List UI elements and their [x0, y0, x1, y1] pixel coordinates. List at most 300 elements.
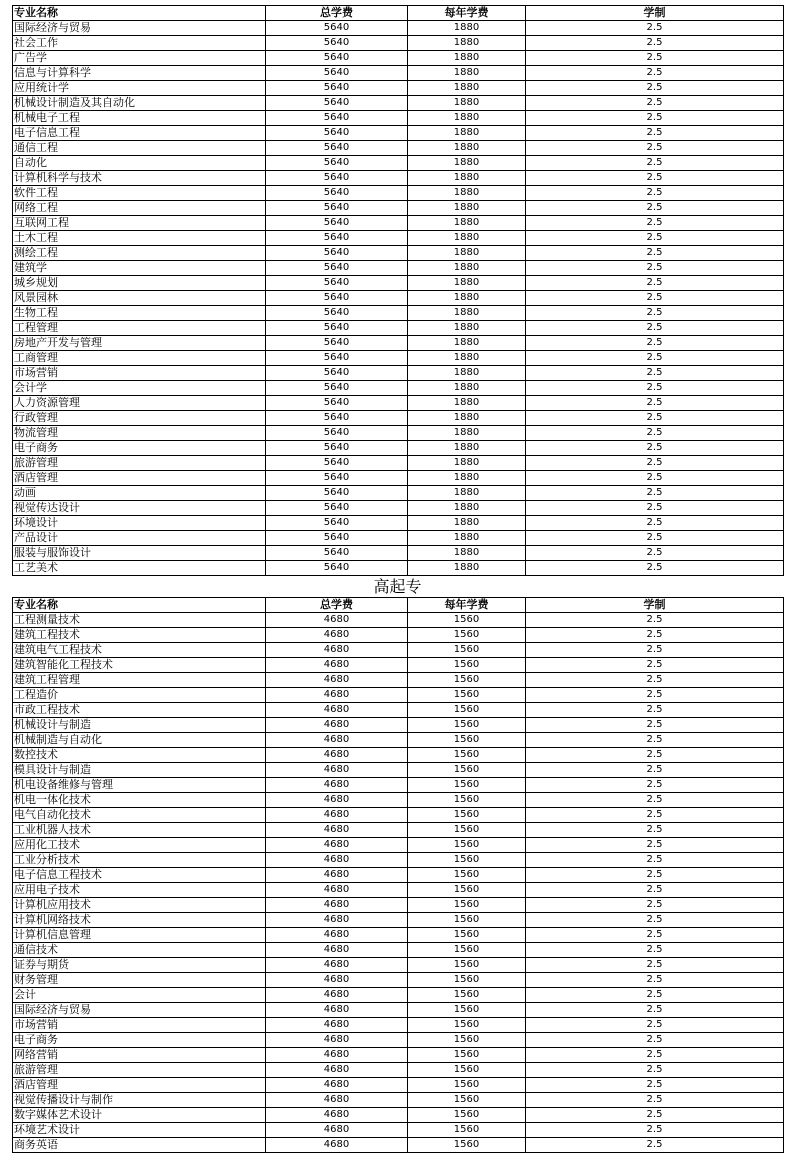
duration-cell: 2.5: [526, 276, 784, 291]
table-row: [13, 1063, 784, 1078]
duration-cell: 2.5: [526, 613, 784, 628]
duration-cell: 2.5: [526, 943, 784, 958]
table-row: [13, 111, 784, 126]
annual-fee-cell: 1560: [408, 1033, 526, 1048]
total-fee-cell: 4680: [266, 733, 408, 748]
annual-fee-cell: 1880: [408, 456, 526, 471]
duration-cell: 2.5: [526, 1018, 784, 1033]
duration-cell: 2.5: [526, 201, 784, 216]
duration-cell: 2.5: [526, 66, 784, 81]
total-fee-cell: 4680: [266, 748, 408, 763]
duration-cell: 2.5: [526, 216, 784, 231]
major-name-cell: 人力资源管理: [13, 396, 266, 411]
annual-fee-cell: 1880: [408, 141, 526, 156]
table-row: [13, 366, 784, 381]
table-row: [13, 441, 784, 456]
total-fee-cell: 5640: [266, 201, 408, 216]
annual-fee-cell: 1880: [408, 546, 526, 561]
table-row: [13, 36, 784, 51]
table-row: [13, 561, 784, 576]
annual-fee-cell: 1560: [408, 793, 526, 808]
total-fee-cell: 4680: [266, 853, 408, 868]
major-name-cell: 广告学: [13, 51, 266, 66]
total-fee-cell: 5640: [266, 81, 408, 96]
major-name-cell: 财务管理: [13, 973, 266, 988]
annual-fee-cell: 1880: [408, 171, 526, 186]
duration-cell: 2.5: [526, 81, 784, 96]
table-row: [13, 838, 784, 853]
major-name-cell: 机械设计与制造: [13, 718, 266, 733]
table-row: [13, 883, 784, 898]
annual-fee-cell: 1560: [408, 688, 526, 703]
header-total-fee: 总学费: [266, 598, 408, 613]
major-name-cell: 数字媒体艺术设计: [13, 1108, 266, 1123]
table-row: [13, 216, 784, 231]
total-fee-cell: 5640: [266, 126, 408, 141]
total-fee-cell: 5640: [266, 471, 408, 486]
duration-cell: 2.5: [526, 486, 784, 501]
duration-cell: 2.5: [526, 658, 784, 673]
annual-fee-cell: 1880: [408, 21, 526, 36]
table-row: [13, 231, 784, 246]
table-row: [13, 1033, 784, 1048]
total-fee-cell: 5640: [266, 51, 408, 66]
annual-fee-cell: 1560: [408, 1063, 526, 1078]
major-name-cell: 电子信息工程技术: [13, 868, 266, 883]
major-name-cell: 工程造价: [13, 688, 266, 703]
major-name-cell: 工业分析技术: [13, 853, 266, 868]
table-row: [13, 778, 784, 793]
duration-cell: 2.5: [526, 763, 784, 778]
annual-fee-cell: 1560: [408, 673, 526, 688]
table-row: [13, 486, 784, 501]
total-fee-cell: 5640: [266, 231, 408, 246]
table-row: [13, 21, 784, 36]
annual-fee-cell: 1880: [408, 126, 526, 141]
table-row: [13, 703, 784, 718]
annual-fee-cell: 1560: [408, 1003, 526, 1018]
table-row: [13, 988, 784, 1003]
total-fee-cell: 4680: [266, 1138, 408, 1153]
total-fee-cell: 4680: [266, 913, 408, 928]
table-row: [13, 186, 784, 201]
total-fee-cell: 4680: [266, 643, 408, 658]
annual-fee-cell: 1560: [408, 988, 526, 1003]
duration-cell: 2.5: [526, 51, 784, 66]
duration-cell: 2.5: [526, 643, 784, 658]
total-fee-cell: 4680: [266, 823, 408, 838]
table-row: [13, 1003, 784, 1018]
major-name-cell: 视觉传播设计与制作: [13, 1093, 266, 1108]
duration-cell: 2.5: [526, 351, 784, 366]
table-row: [13, 658, 784, 673]
major-name-cell: 酒店管理: [13, 471, 266, 486]
table-row: [13, 1078, 784, 1093]
table-row: [13, 718, 784, 733]
total-fee-cell: 5640: [266, 306, 408, 321]
total-fee-cell: 4680: [266, 883, 408, 898]
table-row: [13, 1108, 784, 1123]
table-row: [13, 733, 784, 748]
header-duration: 学制: [526, 598, 784, 613]
major-name-cell: 建筑工程技术: [13, 628, 266, 643]
total-fee-cell: 4680: [266, 763, 408, 778]
total-fee-cell: 4680: [266, 658, 408, 673]
table-row: [13, 898, 784, 913]
total-fee-cell: 5640: [266, 501, 408, 516]
duration-cell: 2.5: [526, 231, 784, 246]
total-fee-cell: 4680: [266, 778, 408, 793]
header-annual-fee: 每年学费: [408, 6, 526, 21]
table-row: [13, 823, 784, 838]
total-fee-cell: 4680: [266, 1123, 408, 1138]
duration-cell: 2.5: [526, 1003, 784, 1018]
duration-cell: 2.5: [526, 456, 784, 471]
header-annual-fee: 每年学费: [408, 598, 526, 613]
table-row: [13, 1093, 784, 1108]
annual-fee-cell: 1560: [408, 883, 526, 898]
annual-fee-cell: 1880: [408, 261, 526, 276]
major-name-cell: 生物工程: [13, 306, 266, 321]
total-fee-cell: 5640: [266, 486, 408, 501]
total-fee-cell: 4680: [266, 628, 408, 643]
total-fee-cell: 5640: [266, 441, 408, 456]
major-name-cell: 环境设计: [13, 516, 266, 531]
major-name-cell: 酒店管理: [13, 1078, 266, 1093]
annual-fee-cell: 1880: [408, 246, 526, 261]
table-row: [13, 306, 784, 321]
duration-cell: 2.5: [526, 778, 784, 793]
annual-fee-cell: 1560: [408, 748, 526, 763]
major-name-cell: 工程管理: [13, 321, 266, 336]
total-fee-cell: 4680: [266, 958, 408, 973]
annual-fee-cell: 1560: [408, 913, 526, 928]
total-fee-cell: 4680: [266, 868, 408, 883]
annual-fee-cell: 1560: [408, 943, 526, 958]
annual-fee-cell: 1880: [408, 471, 526, 486]
major-name-cell: 电子商务: [13, 441, 266, 456]
total-fee-cell: 5640: [266, 171, 408, 186]
duration-cell: 2.5: [526, 733, 784, 748]
major-name-cell: 网络工程: [13, 201, 266, 216]
duration-cell: 2.5: [526, 913, 784, 928]
major-name-cell: 视觉传达设计: [13, 501, 266, 516]
table-row: [13, 456, 784, 471]
annual-fee-cell: 1880: [408, 156, 526, 171]
table-row: [13, 973, 784, 988]
major-name-cell: 建筑智能化工程技术: [13, 658, 266, 673]
annual-fee-cell: 1560: [408, 898, 526, 913]
table-row: [13, 628, 784, 643]
major-name-cell: 应用统计学: [13, 81, 266, 96]
table-row: [13, 958, 784, 973]
total-fee-cell: 5640: [266, 351, 408, 366]
total-fee-cell: 4680: [266, 928, 408, 943]
duration-cell: 2.5: [526, 186, 784, 201]
major-name-cell: 机械电子工程: [13, 111, 266, 126]
major-name-cell: 市政工程技术: [13, 703, 266, 718]
annual-fee-cell: 1880: [408, 201, 526, 216]
annual-fee-cell: 1560: [408, 613, 526, 628]
duration-cell: 2.5: [526, 718, 784, 733]
major-name-cell: 机电设备维修与管理: [13, 778, 266, 793]
table-row: [13, 853, 784, 868]
annual-fee-cell: 1560: [408, 763, 526, 778]
total-fee-cell: 4680: [266, 1093, 408, 1108]
total-fee-cell: 4680: [266, 718, 408, 733]
annual-fee-cell: 1880: [408, 321, 526, 336]
major-name-cell: 工艺美术: [13, 561, 266, 576]
major-name-cell: 证券与期货: [13, 958, 266, 973]
total-fee-cell: 5640: [266, 366, 408, 381]
table-row: [13, 426, 784, 441]
major-name-cell: 网络营销: [13, 1048, 266, 1063]
total-fee-cell: 5640: [266, 261, 408, 276]
header-major-name: 专业名称: [13, 598, 266, 613]
duration-cell: 2.5: [526, 1033, 784, 1048]
major-name-cell: 旅游管理: [13, 456, 266, 471]
total-fee-cell: 4680: [266, 1108, 408, 1123]
duration-cell: 2.5: [526, 411, 784, 426]
annual-fee-cell: 1880: [408, 411, 526, 426]
table-body: [13, 613, 784, 1153]
major-name-cell: 社会工作: [13, 36, 266, 51]
table-row: [13, 501, 784, 516]
major-name-cell: 通信工程: [13, 141, 266, 156]
duration-cell: 2.5: [526, 808, 784, 823]
duration-cell: 2.5: [526, 441, 784, 456]
table-row: [13, 381, 784, 396]
total-fee-cell: 4680: [266, 793, 408, 808]
total-fee-cell: 4680: [266, 1033, 408, 1048]
table-row: [13, 51, 784, 66]
section-title-associate: 高起专: [373, 577, 422, 596]
major-name-cell: 建筑工程管理: [13, 673, 266, 688]
major-name-cell: 国际经济与贸易: [13, 21, 266, 36]
table-row: [13, 291, 784, 306]
duration-cell: 2.5: [526, 141, 784, 156]
table-row: [13, 546, 784, 561]
duration-cell: 2.5: [526, 291, 784, 306]
duration-cell: 2.5: [526, 306, 784, 321]
header-row: [13, 6, 784, 21]
total-fee-cell: 5640: [266, 156, 408, 171]
annual-fee-cell: 1560: [408, 928, 526, 943]
duration-cell: 2.5: [526, 883, 784, 898]
table-row: [13, 396, 784, 411]
duration-cell: 2.5: [526, 793, 784, 808]
table-row: [13, 201, 784, 216]
major-name-cell: 信息与计算科学: [13, 66, 266, 81]
total-fee-cell: 4680: [266, 613, 408, 628]
annual-fee-cell: 1560: [408, 733, 526, 748]
major-name-cell: 服装与服饰设计: [13, 546, 266, 561]
total-fee-cell: 5640: [266, 546, 408, 561]
duration-cell: 2.5: [526, 561, 784, 576]
total-fee-cell: 5640: [266, 36, 408, 51]
table-row: [13, 411, 784, 426]
table-row: [13, 66, 784, 81]
duration-cell: 2.5: [526, 111, 784, 126]
duration-cell: 2.5: [526, 126, 784, 141]
annual-fee-cell: 1880: [408, 186, 526, 201]
table-row: [13, 793, 784, 808]
duration-cell: 2.5: [526, 471, 784, 486]
table-body: [13, 21, 784, 576]
annual-fee-cell: 1560: [408, 853, 526, 868]
duration-cell: 2.5: [526, 336, 784, 351]
duration-cell: 2.5: [526, 171, 784, 186]
table-row: [13, 913, 784, 928]
major-name-cell: 机械制造与自动化: [13, 733, 266, 748]
annual-fee-cell: 1880: [408, 216, 526, 231]
major-name-cell: 应用化工技术: [13, 838, 266, 853]
major-name-cell: 市场营销: [13, 366, 266, 381]
table-row: [13, 471, 784, 486]
total-fee-cell: 4680: [266, 1018, 408, 1033]
table-row: [13, 643, 784, 658]
table-row: [13, 141, 784, 156]
major-name-cell: 市场营销: [13, 1018, 266, 1033]
duration-cell: 2.5: [526, 928, 784, 943]
major-name-cell: 通信技术: [13, 943, 266, 958]
annual-fee-cell: 1560: [408, 973, 526, 988]
duration-cell: 2.5: [526, 853, 784, 868]
major-name-cell: 建筑学: [13, 261, 266, 276]
fee-document: [12, 5, 783, 1153]
duration-cell: 2.5: [526, 261, 784, 276]
table-row: [13, 613, 784, 628]
duration-cell: 2.5: [526, 748, 784, 763]
annual-fee-cell: 1560: [408, 718, 526, 733]
total-fee-cell: 4680: [266, 988, 408, 1003]
total-fee-cell: 5640: [266, 216, 408, 231]
duration-cell: 2.5: [526, 1123, 784, 1138]
duration-cell: 2.5: [526, 823, 784, 838]
major-name-cell: 工程测量技术: [13, 613, 266, 628]
annual-fee-cell: 1880: [408, 441, 526, 456]
duration-cell: 2.5: [526, 703, 784, 718]
annual-fee-cell: 1560: [408, 1078, 526, 1093]
total-fee-cell: 5640: [266, 111, 408, 126]
total-fee-cell: 4680: [266, 898, 408, 913]
total-fee-cell: 4680: [266, 688, 408, 703]
duration-cell: 2.5: [526, 868, 784, 883]
table-row: [13, 276, 784, 291]
major-name-cell: 房地产开发与管理: [13, 336, 266, 351]
major-name-cell: 风景园林: [13, 291, 266, 306]
annual-fee-cell: 1880: [408, 396, 526, 411]
annual-fee-cell: 1880: [408, 111, 526, 126]
duration-cell: 2.5: [526, 1093, 784, 1108]
duration-cell: 2.5: [526, 21, 784, 36]
duration-cell: 2.5: [526, 673, 784, 688]
table-row: [13, 336, 784, 351]
total-fee-cell: 5640: [266, 531, 408, 546]
table-row: [13, 763, 784, 778]
duration-cell: 2.5: [526, 246, 784, 261]
table-row: [13, 808, 784, 823]
table-row: [13, 96, 784, 111]
annual-fee-cell: 1880: [408, 51, 526, 66]
major-name-cell: 机械设计制造及其自动化: [13, 96, 266, 111]
major-name-cell: 产品设计: [13, 531, 266, 546]
annual-fee-cell: 1560: [408, 703, 526, 718]
duration-cell: 2.5: [526, 838, 784, 853]
total-fee-cell: 4680: [266, 808, 408, 823]
major-name-cell: 建筑电气工程技术: [13, 643, 266, 658]
major-name-cell: 计算机科学与技术: [13, 171, 266, 186]
major-name-cell: 动画: [13, 486, 266, 501]
duration-cell: 2.5: [526, 531, 784, 546]
annual-fee-cell: 1560: [408, 1108, 526, 1123]
major-name-cell: 模具设计与制造: [13, 763, 266, 778]
table-row: [13, 1138, 784, 1153]
header-total-fee: 总学费: [266, 6, 408, 21]
table-row: [13, 261, 784, 276]
major-name-cell: 会计: [13, 988, 266, 1003]
table-row: [13, 1123, 784, 1138]
major-name-cell: 计算机信息管理: [13, 928, 266, 943]
total-fee-cell: 4680: [266, 1063, 408, 1078]
annual-fee-cell: 1880: [408, 351, 526, 366]
total-fee-cell: 4680: [266, 673, 408, 688]
duration-cell: 2.5: [526, 688, 784, 703]
major-name-cell: 电气自动化技术: [13, 808, 266, 823]
header-duration: 学制: [526, 6, 784, 21]
table-row: [13, 1048, 784, 1063]
duration-cell: 2.5: [526, 988, 784, 1003]
annual-fee-cell: 1560: [408, 778, 526, 793]
duration-cell: 2.5: [526, 1108, 784, 1123]
annual-fee-cell: 1880: [408, 36, 526, 51]
annual-fee-cell: 1560: [408, 868, 526, 883]
duration-cell: 2.5: [526, 36, 784, 51]
major-name-cell: 旅游管理: [13, 1063, 266, 1078]
total-fee-cell: 5640: [266, 186, 408, 201]
total-fee-cell: 5640: [266, 396, 408, 411]
annual-fee-cell: 1880: [408, 531, 526, 546]
header-row: [13, 598, 784, 613]
total-fee-cell: 4680: [266, 1048, 408, 1063]
annual-fee-cell: 1560: [408, 628, 526, 643]
annual-fee-cell: 1560: [408, 823, 526, 838]
annual-fee-cell: 1880: [408, 426, 526, 441]
table-row: [13, 321, 784, 336]
annual-fee-cell: 1560: [408, 808, 526, 823]
total-fee-cell: 4680: [266, 973, 408, 988]
major-name-cell: 互联网工程: [13, 216, 266, 231]
major-name-cell: 自动化: [13, 156, 266, 171]
total-fee-cell: 4680: [266, 703, 408, 718]
total-fee-cell: 5640: [266, 321, 408, 336]
annual-fee-cell: 1880: [408, 66, 526, 81]
annual-fee-cell: 1560: [408, 1018, 526, 1033]
annual-fee-cell: 1880: [408, 231, 526, 246]
major-name-cell: 计算机应用技术: [13, 898, 266, 913]
annual-fee-cell: 1560: [408, 1138, 526, 1153]
major-name-cell: 国际经济与贸易: [13, 1003, 266, 1018]
total-fee-cell: 5640: [266, 426, 408, 441]
duration-cell: 2.5: [526, 396, 784, 411]
total-fee-cell: 5640: [266, 456, 408, 471]
annual-fee-cell: 1560: [408, 958, 526, 973]
major-name-cell: 行政管理: [13, 411, 266, 426]
table-row: [13, 531, 784, 546]
major-name-cell: 数控技术: [13, 748, 266, 763]
annual-fee-cell: 1880: [408, 81, 526, 96]
duration-cell: 2.5: [526, 628, 784, 643]
